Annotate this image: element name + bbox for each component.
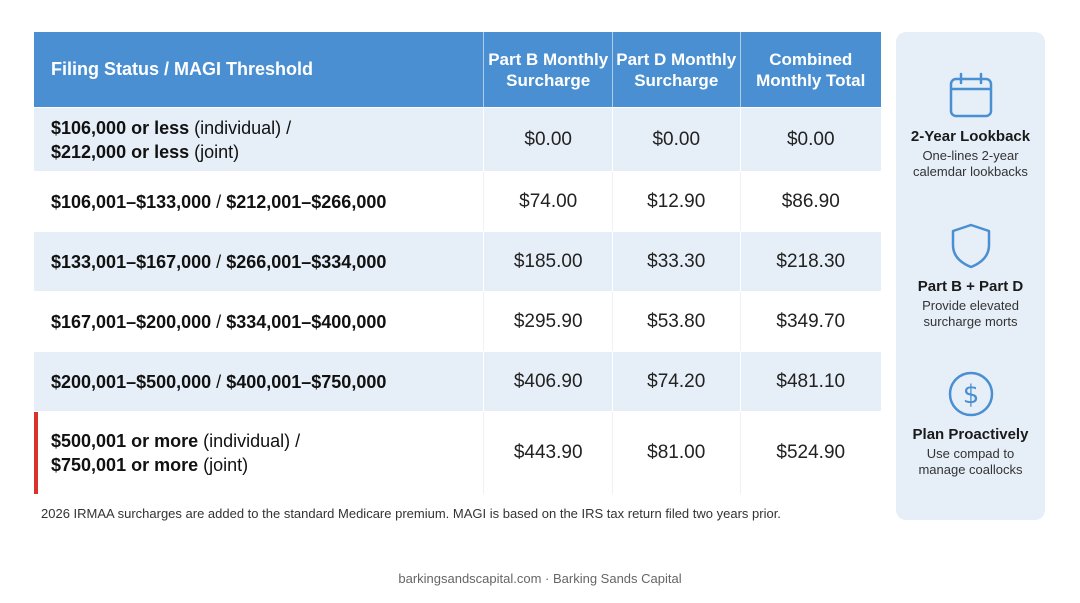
- threshold-joint: $334,001–$400,000: [226, 311, 387, 332]
- feature-desc: [896, 446, 1045, 478]
- table-row: [34, 171, 881, 231]
- total-value: $524.90: [740, 412, 881, 494]
- threshold-separator: /: [211, 311, 227, 332]
- threshold-cell: [34, 352, 483, 411]
- threshold-separator: /: [211, 371, 227, 392]
- feature-desc: [896, 298, 1045, 330]
- total-value: $0.00: [740, 108, 881, 171]
- irmaa-table: [34, 32, 881, 494]
- feature-desc-line: Use compad to: [926, 446, 1015, 461]
- table-row: [34, 107, 881, 171]
- threshold-individual: $500,001 or more: [51, 431, 199, 451]
- table-row: [34, 291, 881, 351]
- threshold-cell: [34, 108, 483, 171]
- footnote: 2026 IRMAA surcharges are added to the standard Medicare premium. MAGI is based on the IRS tax return filed two years prior.: [41, 506, 781, 521]
- table-header: [34, 32, 881, 107]
- feature-desc: [896, 148, 1045, 180]
- feature-desc-line: manage coallocks: [918, 462, 1023, 477]
- table-row: [34, 351, 881, 411]
- total-value: $218.30: [740, 232, 881, 291]
- total-value: $349.70: [740, 292, 881, 351]
- footer-credit: barkingsandscapital.com · Barking Sands Capital: [398, 571, 682, 586]
- feature-lookback: [896, 72, 1045, 180]
- feature-plan: [896, 370, 1045, 478]
- part-d-value: $53.80: [612, 292, 740, 351]
- table-row: [34, 411, 881, 494]
- part-b-value: $0.00: [483, 108, 612, 171]
- shield-icon: [949, 222, 993, 270]
- feature-part-b-d: [896, 222, 1045, 330]
- feature-desc-line: Provide elevated: [922, 298, 1019, 313]
- header-part-d: Part D Monthly Surcharge: [612, 32, 740, 107]
- threshold-cell: [34, 412, 483, 494]
- feature-title: Plan Proactively: [912, 426, 1029, 443]
- part-d-value: $33.30: [612, 232, 740, 291]
- part-d-value: $81.00: [612, 412, 740, 494]
- threshold-joint: $212,001–$266,000: [226, 191, 387, 212]
- threshold-joint-suffix: (joint): [189, 141, 240, 162]
- part-d-value: $12.90: [612, 172, 740, 231]
- threshold-joint-suffix: (joint): [198, 455, 249, 475]
- threshold-individual: $133,001–$167,000: [51, 251, 212, 272]
- header-combined: Combined Monthly Total: [740, 32, 881, 107]
- threshold-individual: $167,001–$200,000: [51, 311, 212, 332]
- threshold-individual: $106,000 or less: [51, 117, 190, 138]
- threshold-separator: /: [211, 191, 227, 212]
- part-b-value: $74.00: [483, 172, 612, 231]
- feature-title: 2-Year Lookback: [910, 128, 1031, 145]
- feature-desc-line: surcharge morts: [923, 314, 1018, 329]
- table-row: [34, 231, 881, 291]
- info-sidebar: [896, 32, 1045, 520]
- threshold-joint: $750,001 or more: [51, 455, 199, 475]
- threshold-separator: /: [211, 251, 227, 272]
- feature-title: Part B + Part D: [917, 278, 1024, 295]
- threshold-individual: $106,001–$133,000: [51, 191, 212, 212]
- threshold-joint: $400,001–$750,000: [226, 371, 387, 392]
- threshold-cell: [34, 172, 483, 231]
- dollar-icon: [947, 370, 995, 418]
- feature-desc-line: One-lines 2-year: [922, 148, 1019, 163]
- header-part-b: Part B Monthly Surcharge: [483, 32, 612, 107]
- calendar-icon: [948, 72, 994, 120]
- threshold-individual-suffix: (individual) /: [189, 117, 292, 138]
- part-b-value: $295.90: [483, 292, 612, 351]
- threshold-individual-suffix: (individual) /: [198, 431, 301, 451]
- threshold-cell: [34, 292, 483, 351]
- threshold-joint: $212,000 or less: [51, 141, 190, 162]
- total-value: $481.10: [740, 352, 881, 411]
- feature-desc-line: calemdar lookbacks: [913, 164, 1028, 179]
- threshold-joint: $266,001–$334,000: [226, 251, 387, 272]
- threshold-individual: $200,001–$500,000: [51, 371, 212, 392]
- part-b-value: $406.90: [483, 352, 612, 411]
- part-d-value: $74.20: [612, 352, 740, 411]
- part-b-value: $185.00: [483, 232, 612, 291]
- threshold-cell: [34, 232, 483, 291]
- highlight-accent-bar: [34, 412, 38, 494]
- part-d-value: $0.00: [612, 108, 740, 171]
- part-b-value: $443.90: [483, 412, 612, 494]
- header-filing-status: Filing Status / MAGI Threshold: [51, 59, 314, 79]
- total-value: $86.90: [740, 172, 881, 231]
- svg-text:$: $: [962, 380, 979, 410]
